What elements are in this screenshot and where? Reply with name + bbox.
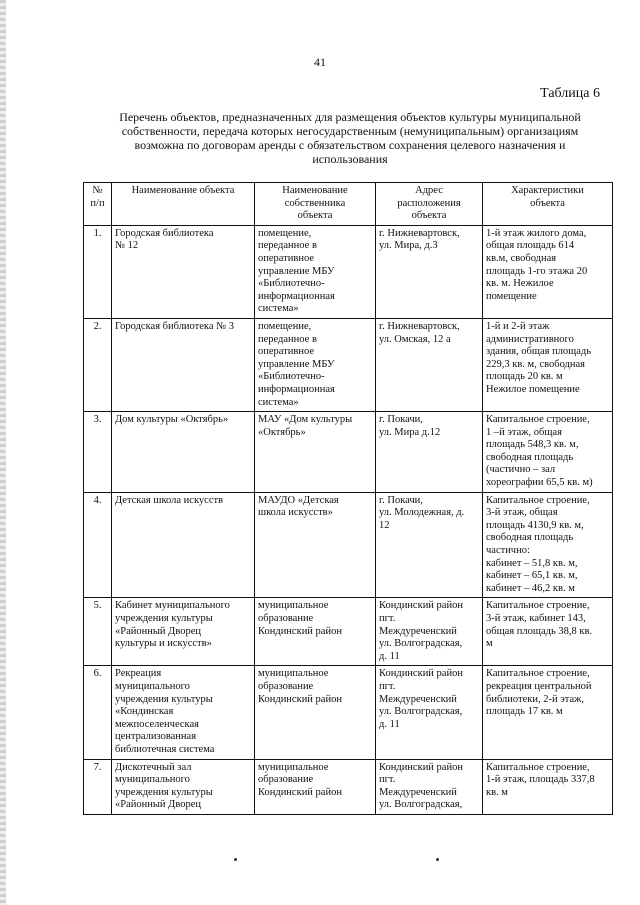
characteristics-line: здания, общая площадь (486, 346, 592, 358)
owner-name-line: система» (258, 396, 299, 408)
address-line: пгт. (379, 680, 396, 692)
owner-name-line: помещение, (258, 227, 312, 239)
object-name-line: муниципального (115, 774, 190, 786)
address-line: г. Нижневартовск, (379, 320, 460, 332)
owner-name-line: Кондинский район (258, 693, 342, 705)
object-name-line: «Кондинская (115, 706, 174, 718)
characteristics-line: 1-й и 2-й этаж (486, 320, 550, 332)
header-text: Наименование объекта (131, 185, 235, 196)
object-name-line: учреждения культуры (115, 786, 213, 798)
address-line: ул. Молодежная, д. (379, 507, 465, 519)
owner-name-line: «Библиотечно- (258, 371, 325, 383)
owner-name-line: управление МБУ (258, 358, 335, 370)
header-text: объекта (411, 210, 447, 222)
address-line: г. Покачи, (379, 414, 423, 426)
object-name-line: Дискотечный зал (115, 761, 192, 773)
header-text: Адрес (415, 185, 443, 196)
characteristics-line: кабинет – 65,1 кв. м, (486, 570, 578, 582)
characteristics-line: свободная площадь (486, 532, 574, 544)
address-line: пгт. (379, 613, 396, 624)
characteristics-line: площадь 1-го этажа 20 (486, 265, 588, 277)
page-number: 41 (314, 55, 326, 69)
address-line: 12 (379, 519, 390, 531)
object-name-cell (112, 666, 255, 759)
owner-name-line: информационная (258, 290, 335, 302)
characteristics-line: кв. м. Нежилое (486, 278, 554, 290)
title-line: собственности, передача которых негосударственным (немуниципальным) организациям (121, 124, 579, 138)
address-line: ул. Волгоградская, (379, 706, 463, 718)
object-name-line: «Районный Дворец (115, 799, 201, 811)
address-line: Кондинский район (379, 600, 463, 612)
col-owner-header (255, 183, 376, 226)
row-number-cell: 7. (84, 759, 112, 814)
characteristics-line: библиотеки, 2-й этаж, (486, 693, 584, 705)
scan-edge (0, 0, 6, 905)
characteristics-line: площадь 548,3 кв. м, (486, 439, 579, 451)
address-cell (376, 759, 483, 814)
characteristics-line: кв. м (486, 786, 508, 798)
address-line: ул. Волгоградская, (379, 799, 463, 811)
address-cell (376, 225, 483, 318)
row-number-cell: 1. (84, 225, 112, 318)
characteristics-line: помещение (486, 290, 537, 302)
characteristics-cell (483, 492, 613, 598)
address-line: ул. Мира, д.3 (379, 240, 438, 252)
characteristics-line: общая площадь 38,8 кв. (486, 625, 593, 637)
owner-name-line: переданное в (258, 240, 317, 252)
document-title (95, 110, 605, 166)
object-name-line: Рекреация (115, 668, 162, 680)
address-line: Кондинский район (379, 761, 463, 773)
header-text: Наименование (282, 185, 348, 196)
address-line: ул. Волгоградская, (379, 638, 463, 650)
characteristics-line: 3-й этаж, кабинет 143, (486, 613, 586, 624)
object-name-line: Кабинет муниципального (115, 600, 230, 612)
object-name-cell (112, 225, 255, 318)
object-name-cell (112, 492, 255, 598)
object-name-line: межпоселенческая (115, 718, 199, 730)
row-number-cell: 4. (84, 492, 112, 598)
col-number-header (84, 183, 112, 226)
owner-name-line: МАУДО «Детская (258, 494, 339, 506)
characteristics-line: хореографии 65,5 кв. м) (486, 477, 593, 489)
object-name-line: Детская школа искусств (115, 494, 224, 506)
address-line: г. Нижневартовск, (379, 227, 460, 239)
characteristics-line: 229,3 кв. м, свободная (486, 358, 585, 370)
row-number-cell: 5. (84, 598, 112, 666)
table-row (84, 318, 613, 411)
characteristics-line: свободная площадь (486, 451, 574, 463)
header-text: п/п (90, 197, 105, 209)
owner-name-line: образование (258, 680, 314, 692)
object-name-line: № 12 (115, 240, 139, 252)
address-line: Междуреченский (379, 625, 457, 637)
characteristics-line: площадь 4130,9 кв. м, (486, 519, 584, 531)
address-cell (376, 412, 483, 493)
table-row (84, 492, 613, 598)
characteristics-line: 1-й этаж жилого дома, (486, 227, 587, 239)
characteristics-cell (483, 666, 613, 759)
address-cell (376, 666, 483, 759)
table-label: Таблица 6 (540, 86, 600, 101)
object-name-line: библиотечная система (115, 743, 215, 755)
address-line: д. 11 (379, 718, 400, 730)
owner-name-cell (255, 225, 376, 318)
owner-name-line: образование (258, 774, 314, 786)
scan-dot (436, 858, 439, 861)
object-name-line: «Районный Дворец (115, 625, 201, 637)
owner-name-line: муниципальное (258, 761, 329, 773)
object-name-line: Дом культуры «Октябрь» (115, 414, 229, 426)
characteristics-line: кв.м, свободная (486, 252, 557, 264)
owner-name-cell (255, 318, 376, 411)
col-object-name-header (112, 183, 255, 226)
owner-name-line: муниципальное (258, 600, 329, 612)
address-line: г. Покачи, (379, 494, 423, 506)
address-line: д. 11 (379, 650, 400, 662)
characteristics-cell (483, 318, 613, 411)
row-number-cell: 2. (84, 318, 112, 411)
characteristics-line: 3-й этаж, общая (486, 507, 558, 519)
owner-name-line: система» (258, 303, 299, 315)
address-line: Междуреченский (379, 693, 457, 705)
characteristics-line: м (486, 638, 493, 650)
owner-name-line: школа искусств» (258, 507, 333, 519)
characteristics-line: 1 –й этаж, общая (486, 426, 562, 438)
col-characteristics-header (483, 183, 613, 226)
table-row (84, 225, 613, 318)
scan-dot (234, 858, 237, 861)
characteristics-line: кабинет – 51,8 кв. м, (486, 557, 578, 569)
characteristics-line: Капитальное строение, (486, 668, 590, 680)
address-cell (376, 492, 483, 598)
owner-name-line: переданное в (258, 333, 317, 345)
title-line: Перечень объектов, предназначенных для размещения объектов культуры муниципальной (119, 110, 581, 124)
characteristics-line: Капитальное строение, (486, 494, 590, 506)
object-name-line: учреждения культуры (115, 613, 213, 624)
characteristics-line: 1-й этаж, площадь 337,8 (486, 774, 595, 786)
header-text: объекта (297, 210, 333, 222)
title-line: использования (312, 152, 388, 166)
owner-name-line: Кондинский район (258, 786, 342, 798)
owner-name-cell (255, 759, 376, 814)
header-text: № (92, 185, 103, 196)
table-body (84, 225, 613, 814)
header-row (84, 183, 613, 226)
object-name-line: Городская библиотека № 3 (115, 320, 235, 332)
characteristics-line: Нежилое помещение (486, 383, 580, 395)
address-line: Кондинский район (379, 668, 463, 680)
characteristics-line: площадь 20 кв. м (486, 371, 563, 383)
owner-name-line: муниципальное (258, 668, 329, 680)
owner-name-line: «Библиотечно- (258, 278, 325, 290)
owner-name-line: помещение, (258, 320, 312, 332)
object-name-cell (112, 412, 255, 493)
characteristics-line: Капитальное строение, (486, 600, 590, 612)
object-name-line: муниципального (115, 680, 190, 692)
owner-name-line: информационная (258, 383, 335, 395)
objects-table (83, 182, 613, 815)
owner-name-line: Кондинский район (258, 625, 342, 637)
table-row (84, 598, 613, 666)
object-name-line: централизованная (115, 731, 197, 743)
row-number-cell: 3. (84, 412, 112, 493)
table-header (84, 183, 613, 226)
address-line: ул. Омская, 12 а (379, 333, 451, 345)
characteristics-cell (483, 412, 613, 493)
characteristics-line: рекреация центральной (486, 680, 592, 692)
object-name-cell (112, 759, 255, 814)
object-name-cell (112, 598, 255, 666)
table-row (84, 759, 613, 814)
header-text: Характеристики (511, 185, 584, 196)
table-row (84, 666, 613, 759)
address-line: пгт. (379, 774, 396, 786)
owner-name-line: оперативное (258, 346, 314, 358)
object-name-cell (112, 318, 255, 411)
address-line: Междуреченский (379, 786, 457, 798)
characteristics-cell (483, 598, 613, 666)
characteristics-line: общая площадь 614 (486, 240, 575, 252)
address-cell (376, 318, 483, 411)
owner-name-line: управление МБУ (258, 265, 335, 277)
table-row (84, 412, 613, 493)
header-text: объекта (530, 197, 565, 209)
owner-name-cell (255, 598, 376, 666)
object-name-line: культуры и искусств» (115, 638, 212, 650)
object-name-line: Городская библиотека (115, 227, 214, 239)
header-text: расположения (397, 197, 461, 209)
object-name-line: учреждения культуры (115, 693, 213, 705)
col-address-header (376, 183, 483, 226)
address-line: ул. Мира д.12 (379, 426, 441, 438)
characteristics-line: (частично – зал (486, 464, 556, 476)
owner-name-cell (255, 492, 376, 598)
characteristics-cell (483, 225, 613, 318)
address-cell (376, 598, 483, 666)
owner-name-cell (255, 666, 376, 759)
characteristics-line: Капитальное строение, (486, 414, 590, 426)
row-number-cell: 6. (84, 666, 112, 759)
characteristics-cell (483, 759, 613, 814)
characteristics-line: административного (486, 333, 574, 345)
characteristics-line: частично: (486, 545, 530, 557)
title-line: возможна по договорам аренды с обязательством сохранения целевого назначения и (134, 138, 566, 152)
header-text: собственника (284, 197, 346, 209)
owner-name-cell (255, 412, 376, 493)
characteristics-line: кабинет – 46,2 кв. м (486, 582, 575, 594)
owner-name-line: образование (258, 613, 314, 624)
owner-name-line: оперативное (258, 252, 314, 264)
characteristics-line: площадь 17 кв. м (486, 706, 563, 718)
owner-name-line: МАУ «Дом культуры (258, 414, 353, 426)
characteristics-line: Капитальное строение, (486, 761, 590, 773)
owner-name-line: «Октябрь» (258, 426, 306, 438)
